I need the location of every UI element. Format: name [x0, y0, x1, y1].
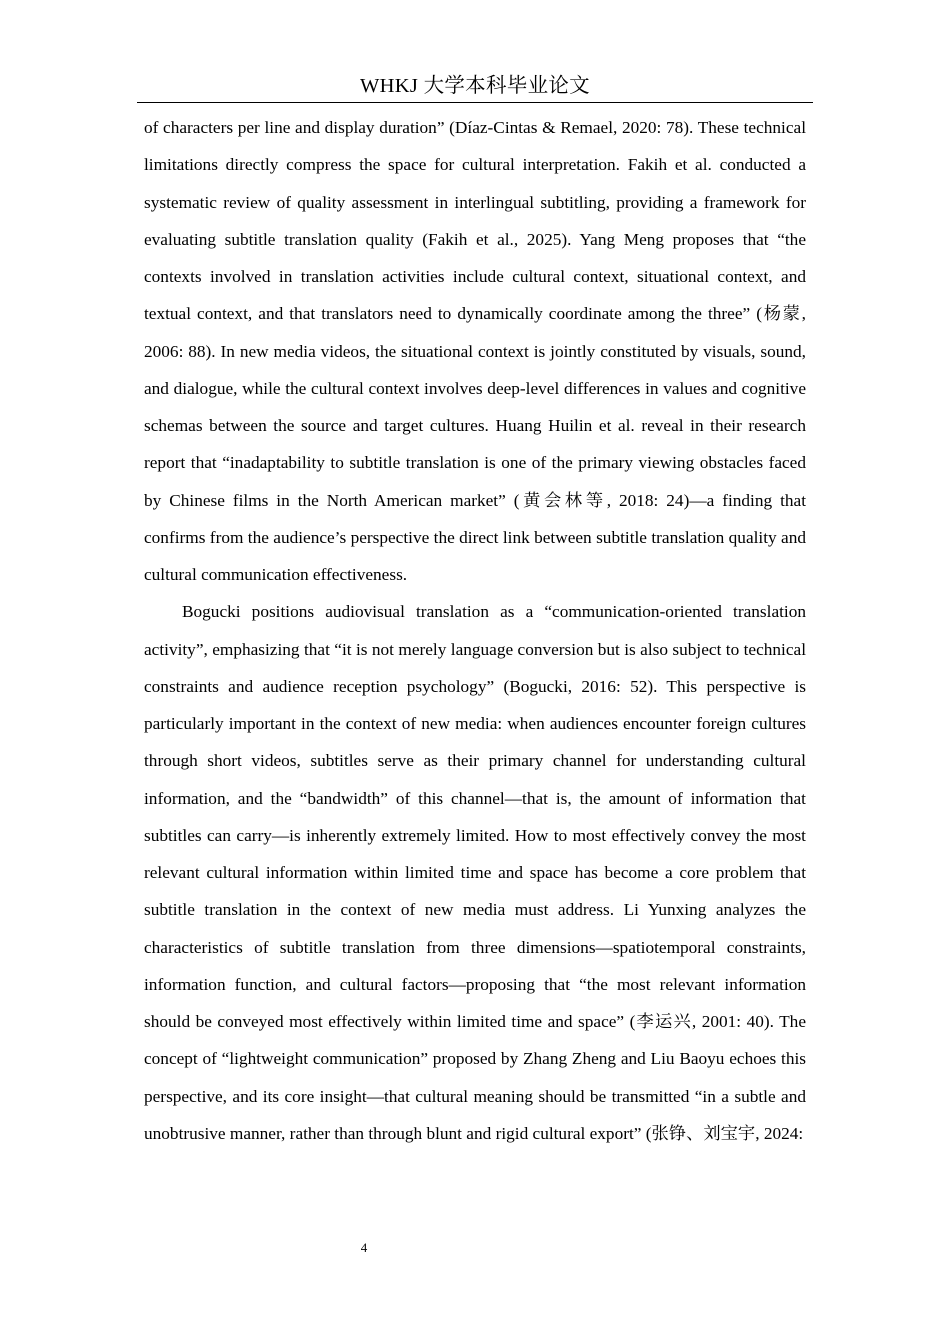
page-number: 4 [360, 1240, 368, 1255]
header-title: WHKJ 大学本科毕业论文 [360, 75, 590, 97]
running-header [137, 74, 813, 103]
paragraph-bogucki: Bogucki positions audiovisual translation as a “communication-oriented translation activity”, emphasizing that “it is not merely language conversion but is also subject to technical constraints and audience reception psychology” (Bogucki, 2016: 52). This perspective is particularly important in the context of new media: when audiences encounter foreign cultures through short videos, subtitles serve as their primary channel for understanding cultural information, and the “bandwidth” of this channel—that is, the amount of information that subtitles can carry—is inherently extremely limited. How to most effectively convey the most relevant cultural information within limited time and space has become a core problem that subtitle translation in the context of new media must address. Li Yunxing analyzes the characteristics of subtitle translation from three dimensions—spatiotemporal constraints, information function, and cultural factors—proposing that “the most relevant information should be conveyed most effectively within limited time and space” (李运兴, 2001: 40). The concept of “lightweight communication” proposed by Zhang Zheng and Liu Baoyu echoes this perspective, and its core insight—that cultural meaning should be transmitted “in a subtle and unobtrusive manner, rather than through blunt and rigid cultural export” (张铮、刘宝宇, 2024: [144, 602, 806, 1143]
paragraph-continued: of characters per line and display duration” (Díaz-Cintas & Remael, 2020: 78). These technical limitations directly compress the space for cultural interpretation. Fakih et al. conducted a systematic review of quality assessment in interlingual subtitling, providing a framework for evaluating subtitle translation quality (Fakih et al., 2025). Yang Meng proposes that “the contexts involved in translation activities include cultural context, situational context, and textual context, and that translators need to dynamically coordinate among the three” (杨蒙, 2006: 88). In new media videos, the situational context is jointly constituted by visuals, sound, and dialogue, while the cultural context involves deep-level differences in values and cognitive schemas between the source and target cultures. Huang Huilin et al. reveal in their research report that “inadaptability to subtitle translation is one of the primary viewing obstacles faced by Chinese films in the North American market” (黄会林等, 2018: 24)—a finding that confirms from the audience’s perspective the direct link between subtitle translation quality and cultural communication effectiveness. [144, 118, 806, 584]
body-text [144, 109, 806, 1152]
